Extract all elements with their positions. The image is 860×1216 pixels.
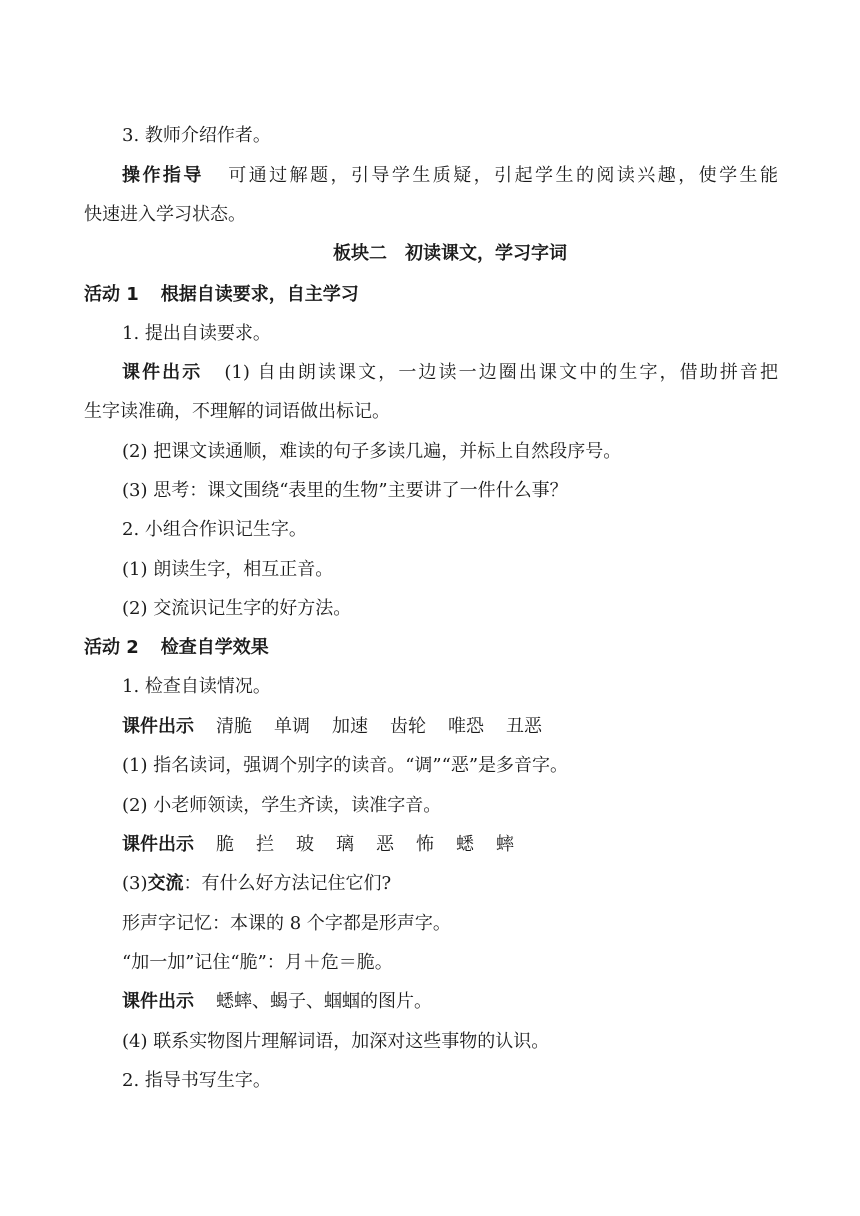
exchange-line (122, 864, 778, 904)
courseware-label: 课件出示 (122, 716, 194, 737)
courseware-words-line (122, 707, 778, 747)
char-item: 怖 (416, 834, 434, 855)
item-3-line: (3) 思考：课文围绕“表里的生物”主要讲了一件什么事？ (122, 480, 568, 501)
section-title: 板块二 初读课文，学习字词 (333, 243, 567, 264)
char-item: 拦 (256, 834, 274, 855)
word-item: 唯恐 (448, 716, 484, 737)
operation-guide-text: 可通过解题，引导学生质疑，引起学生的阅读兴趣，使学生能 (225, 165, 779, 186)
exchange-text: ：有什么好方法记住它们? (183, 873, 392, 894)
courseware-images-line (122, 982, 778, 1022)
courseware-chars-line (122, 825, 778, 865)
add-method-line: “加一加”记住“脆”：月＋危＝脆。 (122, 952, 393, 973)
methods-line: (2) 交流识记生字的好方法。 (122, 598, 352, 619)
activity-2-heading (84, 628, 778, 668)
image-understanding-line: (4) 联系实物图片理解词语，加深对这些事物的认识。 (122, 1031, 550, 1052)
char-item: 璃 (336, 834, 354, 855)
operation-guide-line (122, 156, 778, 196)
operation-guide-label: 操作指导 (122, 165, 204, 186)
word-item: 加速 (332, 716, 368, 737)
word-item: 丑恶 (506, 716, 542, 737)
group-work-line: 2. 小组合作识记生字。 (122, 519, 307, 540)
char-item: 蟋 (456, 834, 474, 855)
word-item: 单调 (274, 716, 310, 737)
exchange-label: 交流 (147, 873, 184, 894)
activity-1-title: 根据自读要求，自主学习 (160, 284, 359, 305)
word-item: 清脆 (216, 716, 252, 737)
item-2-line: (2) 把课文读通顺，难读的句子多读几遍，并标上自然段序号。 (122, 441, 622, 462)
word-item: 齿轮 (390, 716, 426, 737)
self-read-req: 1. 提出自读要求。 (122, 323, 271, 344)
lead-reading-line: (2) 小老师领读，学生齐读，读准字音。 (122, 795, 442, 816)
phonetic-memory-line: 形声字记忆：本课的 8 个字都是形声字。 (122, 913, 451, 934)
activity-1-label: 活动 1 (84, 284, 139, 305)
read-chars-line: (1) 朗读生字，相互正音。 (122, 559, 334, 580)
char-item: 玻 (296, 834, 314, 855)
activity-2-label: 活动 2 (84, 637, 139, 658)
courseware-label: 课件出示 (122, 991, 194, 1012)
check-reading-line: 1. 检查自读情况。 (122, 676, 271, 697)
courseware-text-1: (1) 自由朗读课文，一边读一边圈出课文中的生字，借助拼音把 (224, 362, 779, 383)
char-item: 蟀 (496, 834, 514, 855)
writing-guide-line: 2. 指导书写生字。 (122, 1070, 271, 1091)
operation-guide-cont: 快速进入学习状态。 (84, 204, 246, 225)
courseware-label: 课件出示 (122, 362, 203, 383)
activity-1-heading (84, 275, 778, 315)
pronunciation-line: (1) 指名读词，强调个别字的读音。“调”“恶”是多音字。 (122, 755, 569, 776)
exchange-prefix: (3) (122, 873, 148, 894)
courseware-label: 课件出示 (122, 834, 194, 855)
courseware-cont: 生字读准确，不理解的词语做出标记。 (84, 401, 390, 422)
courseware-line-1 (122, 353, 778, 393)
char-item: 脆 (216, 834, 234, 855)
char-item: 恶 (376, 834, 394, 855)
teacher-intro-line: 3. 教师介绍作者。 (122, 125, 271, 146)
activity-2-title: 检查自学效果 (160, 637, 269, 658)
courseware-images-text: 蟋蟀、蝎子、蝈蝈的图片。 (216, 991, 432, 1012)
